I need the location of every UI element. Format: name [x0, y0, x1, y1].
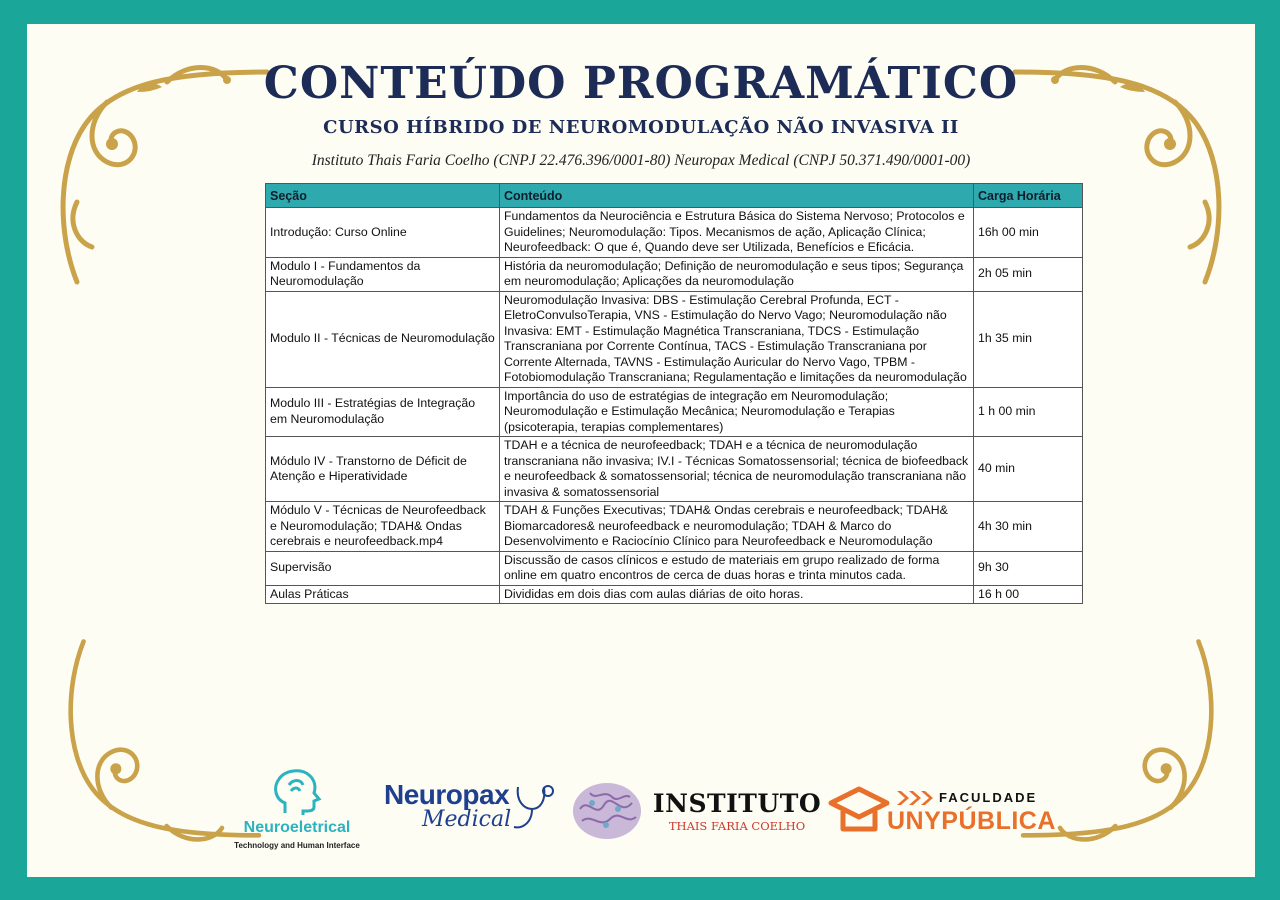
- faculdade-logo: [827, 783, 1067, 843]
- cell-conteudo: TDAH e a técnica de neurofeedback; TDAH e a técnica de neuromodulação transcraniana não invasiva; IV.I - Técnicas Somatossensorial; técnica de biofeedback e neurofeedback & somatossensorial; técnica de neuromodulação transcraniana não invasiva & somatossensorial: [500, 437, 974, 502]
- cell-secao: Modulo I - Fundamentos da Neuromodulação: [266, 257, 500, 291]
- cell-carga: 1 h 00 min: [974, 387, 1083, 437]
- cell-secao: Modulo II - Técnicas de Neuromodulação: [266, 291, 500, 387]
- table-row: [266, 208, 1083, 258]
- neuroeletrical-logo: [222, 759, 372, 859]
- neuropax-name: Neuropax: [384, 779, 510, 810]
- cell-conteudo: Divididas em dois dias com aulas diárias de oito horas.: [500, 585, 974, 604]
- cell-secao: Módulo V - Técnicas de Neurofeedback e Neuromodulação; TDAH& Ondas cerebrais e neurofeedback.mp4: [266, 502, 500, 552]
- logos-strip: [27, 759, 1255, 869]
- table-row: [266, 291, 1083, 387]
- head-profile-icon: [267, 765, 327, 817]
- cell-conteudo: TDAH & Funções Executivas; TDAH& Ondas cerebrais e neurofeedback; TDAH& Biomarcadores& neurofeedback e neuromodulação; TDAH & Marco do Desenvolvimento e Raciocínio Clínico para Neurofeedback e Neuromodulação: [500, 502, 974, 552]
- header-conteudo: Conteúdo: [500, 184, 974, 208]
- course-subtitle: CURSO HÍBRIDO DE NEUROMODULAÇÃO NÃO INVASIVA II: [323, 117, 959, 138]
- cell-carga: 16h 00 min: [974, 208, 1083, 258]
- cell-carga: 2h 05 min: [974, 257, 1083, 291]
- cell-conteudo: Importância do uso de estratégias de integração em Neuromodulação; Neuromodulação e Estimulação Mecânica; Neuromodulação e Terapias (psicoterapia, terapias complementares): [500, 387, 974, 437]
- cell-carga: 16 h 00: [974, 585, 1083, 604]
- schedule-table: [265, 183, 1083, 604]
- cell-conteudo: Neuromodulação Invasiva: DBS - Estimulação Cerebral Profunda, ECT - EletroConvulsoTerapia, VNS - Estimulação do Nervo Vago; Neuromodulação não Invasiva: EMT - Estimulação Magnética Transcraniana, TDCS - Estimulação Transcraniana por Corrente Contínua, TACS - Estimulação Transcraniana por Corrente Alternada, TAVNS - Estimulação Auricular do Nervo Vago, TPBM - Fotobiomodulação Transcraniana; Regulamentação e limitações da neuromodulação: [500, 291, 974, 387]
- graduation-cap-icon: [827, 783, 891, 839]
- cell-secao: Supervisão: [266, 551, 500, 585]
- cell-secao: Modulo III - Estratégias de Integração em Neuromodulação: [266, 387, 500, 437]
- table-row: [266, 387, 1083, 437]
- faculdade-top: FACULDADE: [939, 790, 1038, 805]
- neuroeletrical-name: Neuroeletrical: [243, 819, 351, 836]
- cell-carga: 40 min: [974, 437, 1083, 502]
- table-header-row: [266, 184, 1083, 208]
- table-row: [266, 551, 1083, 585]
- cell-carga: 9h 30: [974, 551, 1083, 585]
- table-row: [266, 257, 1083, 291]
- cell-carga: 4h 30 min: [974, 502, 1083, 552]
- header-carga: Carga Horária: [974, 184, 1083, 208]
- table-row: [266, 437, 1083, 502]
- table-row: [266, 585, 1083, 604]
- cell-conteudo: História da neuromodulação; Definição de neuromodulação e seus tipos; Segurança em neuromodulação; Aplicações da neuromodulação: [500, 257, 974, 291]
- cell-secao: Aulas Práticas: [266, 585, 500, 604]
- certificate-page: [27, 24, 1255, 877]
- cell-secao: Introdução: Curso Online: [266, 208, 500, 258]
- cell-conteudo: Discussão de casos clínicos e estudo de materiais em grupo realizado de forma online em quatro encontros de cerca de duas horas e trinta minutos cada.: [500, 551, 974, 585]
- instituto-name: INSTITUTO: [652, 789, 822, 818]
- instituto-logo: [647, 789, 827, 839]
- neuroeletrical-tagline: Technology and Human Interface: [234, 841, 360, 850]
- brain-image-icon: [570, 779, 644, 843]
- neuropax-sub: Medical: [422, 807, 512, 832]
- institutions-line: Instituto Thais Faria Coelho (CNPJ 22.476.396/0001-80) Neuropax Medical (CNPJ 50.371.490/0001-00): [311, 152, 971, 169]
- neuropax-logo: [384, 779, 564, 849]
- cell-secao: Módulo IV - Transtorno de Déficit de Atenção e Hiperatividade: [266, 437, 500, 502]
- table-row: [266, 502, 1083, 552]
- instituto-sub: THAIS FARIA COELHO: [668, 819, 806, 833]
- page-title: CONTEÚDO PROGRAMÁTICO: [263, 58, 1019, 109]
- chevrons-icon: [897, 791, 937, 805]
- cell-carga: 1h 35 min: [974, 291, 1083, 387]
- stethoscope-icon: [512, 783, 556, 833]
- header-secao: Seção: [266, 184, 500, 208]
- cell-conteudo: Fundamentos da Neurociência e Estrutura Básica do Sistema Nervoso; Protocolos e Guidelines; Neuromodulação: Tipos. Mecanismos de ação, Aplicação Clínica; Neurofeedback: O que é, Quando deve ser Utilizada, Benefícios e Eficácia.: [500, 208, 974, 258]
- faculdade-name: UNYPÚBLICA: [887, 807, 1056, 835]
